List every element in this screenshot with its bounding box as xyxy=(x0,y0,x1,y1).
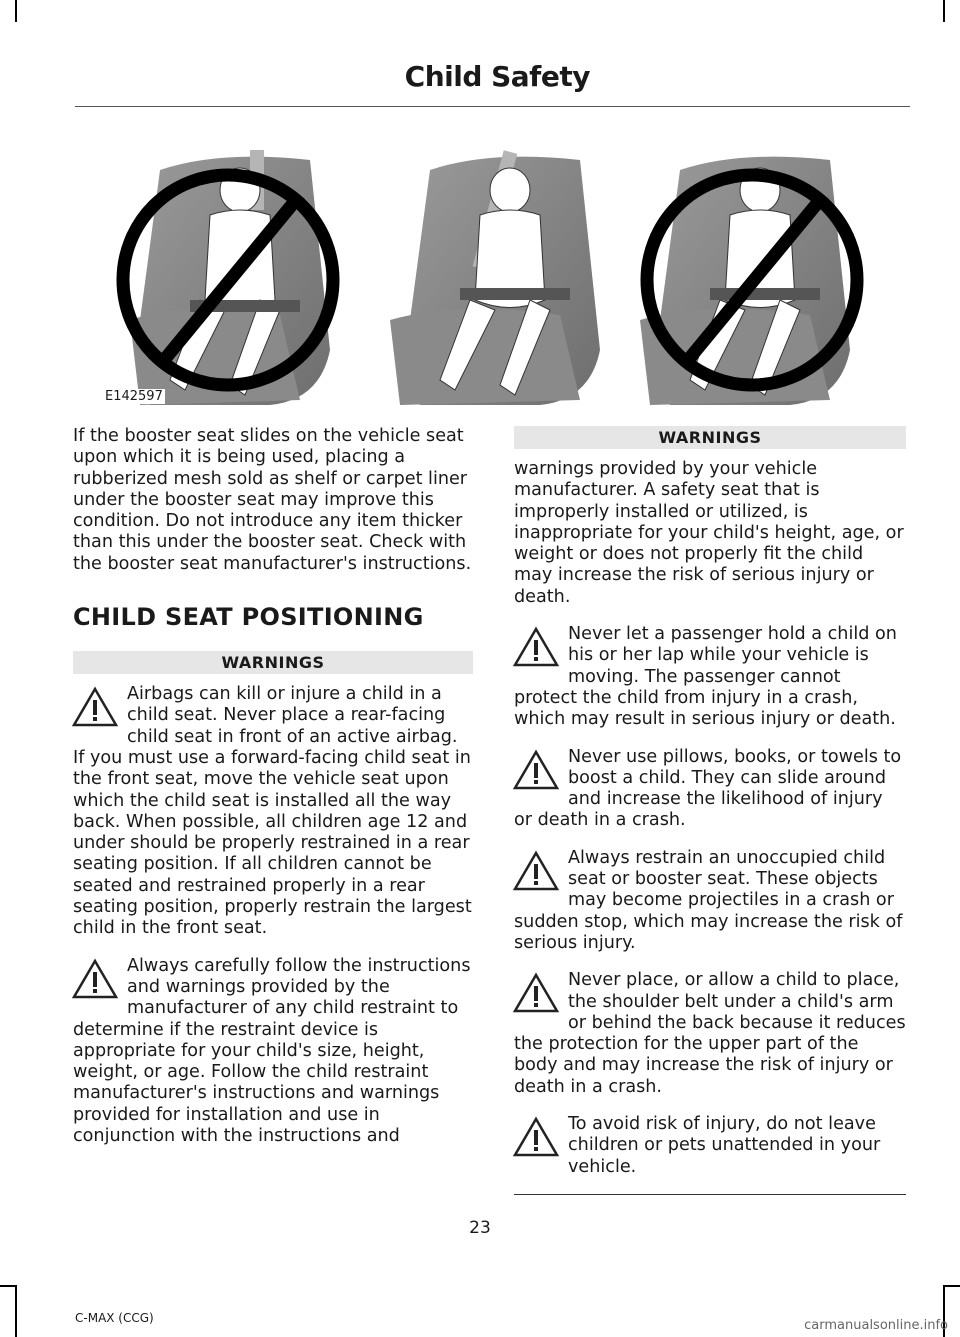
page-title: Child Safety xyxy=(404,60,590,93)
warning-continuation: warnings provided by your vehicle manufacturer. A safety seat that is improperly installed or utilized, is inappropriate for your child's height, age, or weight or does not properly fit the child may increase the risk of serious injury or death. xyxy=(514,459,904,607)
warning-text: Airbags can kill or injure a child in a child seat. Never place a rear-facing child seat in front of an active airbag. If you must use a forward-facing child seat in the front seat, move the vehicle seat upon which the child seat is installed all the way back. When possible, all children age 12 and under should be properly restrained in a rear seating position. If all children cannot be seated and restrained properly in a rear seating position, properly restrain the largest child in the front seat. xyxy=(73,684,472,939)
left-column xyxy=(73,426,473,1163)
warning-triangle-icon xyxy=(71,686,119,728)
figure-code: E142597 xyxy=(105,389,163,404)
warning-item xyxy=(73,956,473,1148)
warnings-end-rule xyxy=(514,1194,906,1195)
crop-mark-tr-v xyxy=(943,0,945,22)
warnings-header: WARNINGS xyxy=(514,426,906,449)
warning-item xyxy=(514,747,906,832)
watermark: carmanualsonline.info xyxy=(804,1318,948,1333)
crop-mark-br-h xyxy=(943,1285,960,1287)
crop-mark-tl-v xyxy=(15,0,17,22)
crop-mark-bl-h xyxy=(0,1285,17,1287)
section-heading: CHILD SEAT POSITIONING xyxy=(73,603,424,632)
warning-triangle-icon xyxy=(512,850,560,892)
seat-panel-correct xyxy=(390,150,600,405)
booster-seat-illustration xyxy=(100,150,870,408)
warning-triangle-icon xyxy=(71,958,119,1000)
crop-mark-bl-v xyxy=(15,1285,17,1337)
warning-triangle-icon xyxy=(512,749,560,791)
header-divider xyxy=(75,106,910,107)
footer-model: C-MAX (CCG) xyxy=(75,1311,154,1325)
warnings-header: WARNINGS xyxy=(73,651,473,674)
warning-item xyxy=(514,970,906,1098)
warning-text: Never let a passenger hold a child on his or her lap while your vehicle is moving. The passenger cannot protect the child from injury in a crash, which may result in serious injury or death. xyxy=(514,624,897,730)
page-number: 23 xyxy=(469,1218,491,1238)
warning-text: Always restrain an unoccupied child seat or booster seat. These objects may become projectiles in a crash or sudden stop, which may increase the risk of serious injury. xyxy=(514,847,903,953)
warning-triangle-icon xyxy=(512,972,560,1014)
seat-panel-incorrect-1 xyxy=(123,150,333,405)
warning-text: Always carefully follow the instructions and warnings provided by the manufacturer of any child restraint to determine if the restraint device is appropriate for your child's size, height, weight, or age. Follow the child restraint manufacturer's instructions and warnings provided for installation and use in conjunction with the instructions and xyxy=(73,955,471,1147)
warning-triangle-icon xyxy=(512,626,560,668)
right-column xyxy=(514,426,906,1195)
warning-item xyxy=(73,684,473,940)
warning-text: To avoid risk of injury, do not leave children or pets unattended in your vehicle. xyxy=(568,1114,881,1177)
intro-paragraph: If the booster seat slides on the vehicle seat upon which it is being used, placing a rubberized mesh sold as shelf or carpet liner under the booster seat may improve this condition. Do not introduce any item thicker than this under the booster seat. Check with the booster seat manufacturer's instructions. xyxy=(73,426,472,574)
warning-item xyxy=(514,848,906,954)
seat-panel-incorrect-2 xyxy=(640,157,857,405)
warning-text: Never place, or allow a child to place, the shoulder belt under a child's arm or behind the back because it reduces the protection for the upper part of the body and may increase the risk of injury or death in a crash. xyxy=(514,970,906,1097)
warning-item xyxy=(514,624,906,730)
warning-item xyxy=(514,1114,906,1178)
warning-triangle-icon xyxy=(512,1116,560,1158)
warning-text: Never use pillows, books, or towels to boost a child. They can slide around and increase the likelihood of injury or death in a crash. xyxy=(514,746,902,831)
